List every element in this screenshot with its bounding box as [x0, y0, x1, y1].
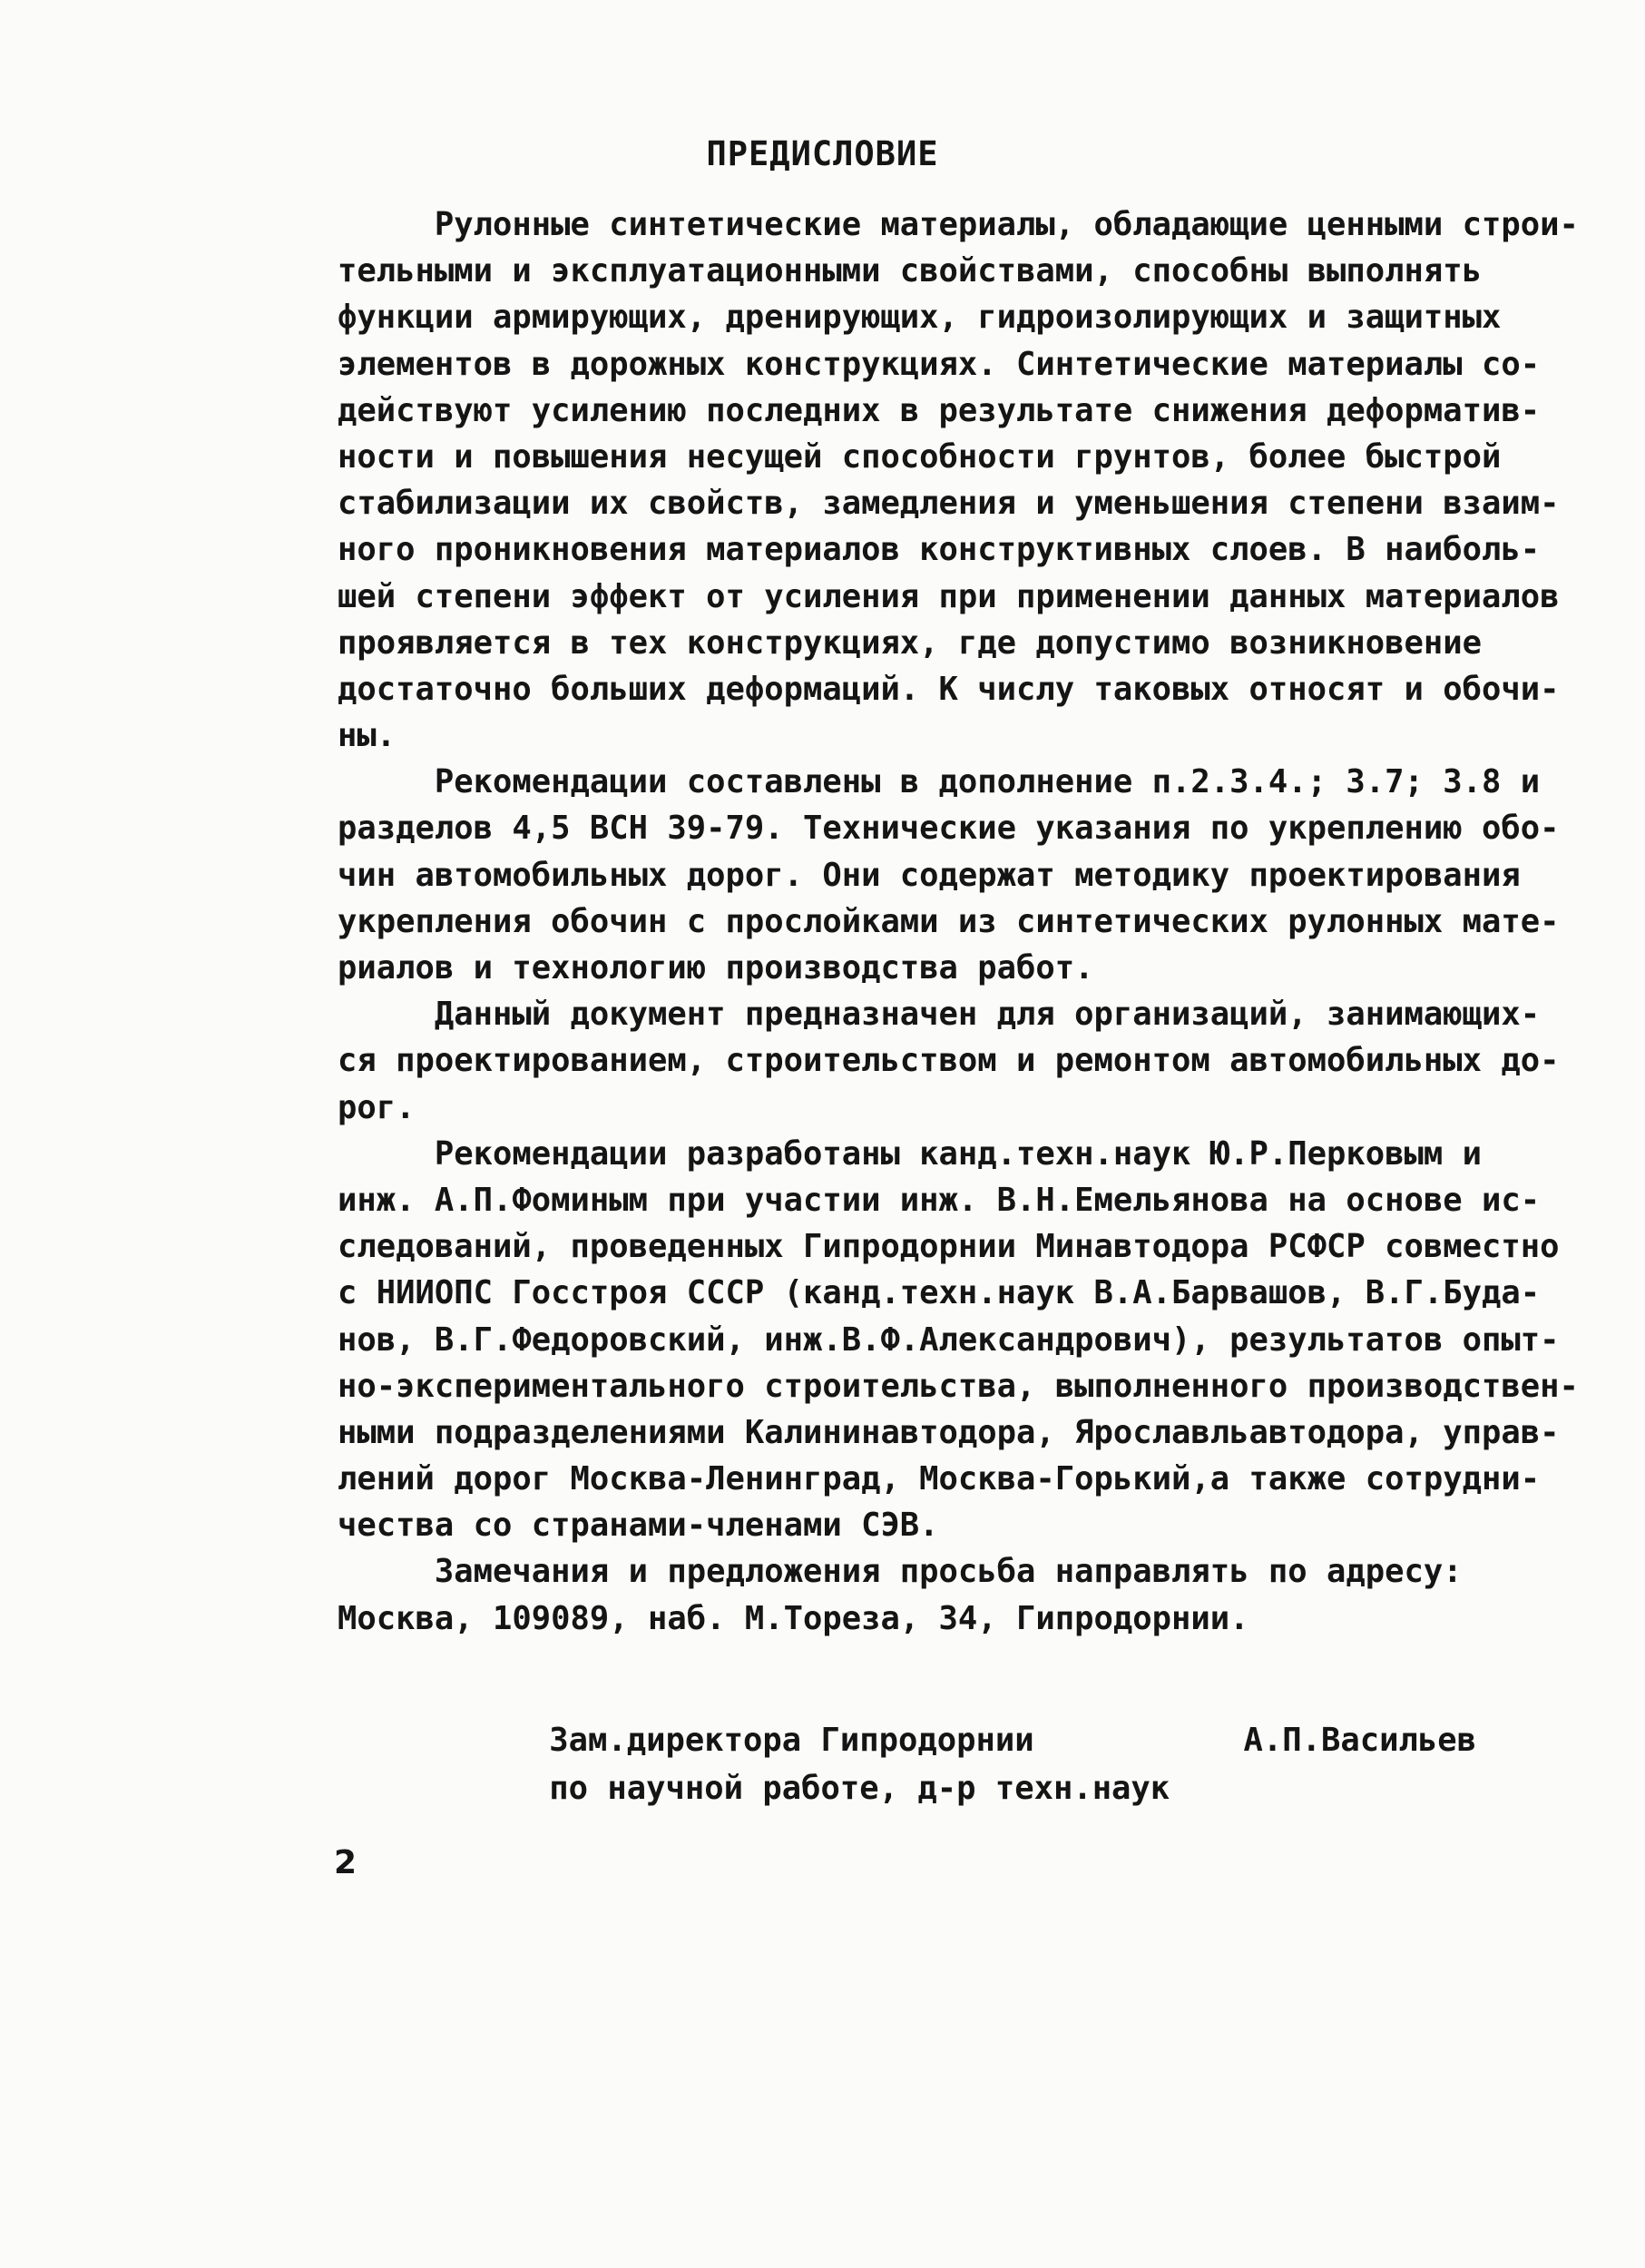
text-line: ся проектированием, строительством и ремонтом автомобильных до- [338, 1042, 1560, 1080]
text-line: проявляется в тех конструкциях, где допустимо возникновение [338, 623, 1482, 662]
text-line: элементов в дорожных конструкциях. Синтетические материалы со- [338, 345, 1541, 383]
text-line: Рекомендации составлены в дополнение п.2.3.4.; 3.7; 3.8 и [338, 763, 1541, 801]
text-line: рог. [338, 1088, 416, 1126]
text-line: ны. [338, 717, 397, 755]
text-line: инж. А.П.Фоминым при участии инж. В.Н.Емельянова на основе ис- [338, 1181, 1541, 1219]
text-line: шей степени эффект от усиления при применении данных материалов [338, 577, 1560, 615]
text-line: разделов 4,5 ВСН 39-79. Технические указания по укреплению обо- [338, 810, 1560, 848]
text-line: но-экспериментального строительства, выполненного производствен- [338, 1367, 1579, 1405]
text-line: действуют усилению последних в результате снижения деформатив- [338, 391, 1541, 429]
text-line: следований, проведенных Гипродорнии Минавтодора РСФСР совместно [338, 1228, 1560, 1266]
text-line: ного проникновения материалов конструктивных слоев. В наиболь- [338, 531, 1541, 569]
foreword-body [338, 201, 1579, 1642]
signature-degree-line: по научной работе, д-р техн.наук [549, 1770, 1170, 1807]
text-line: лений дорог Москва-Ленинград, Москва-Горький,а также сотрудни- [338, 1460, 1541, 1498]
text-line: ными подразделениями Калининавтодора, Ярославльавтодора, управ- [338, 1413, 1560, 1451]
signatory-name: А.П.Васильев [1243, 1722, 1476, 1759]
text-line: риалов и технологию производства работ. [338, 949, 1094, 987]
text-line: Рекомендации разработаны канд.техн.наук Ю.Р.Перковым и [338, 1134, 1482, 1173]
text-line: чества со странами-членами СЭВ. [338, 1507, 939, 1545]
text-line: стабилизации их свойств, замедления и уменьшения степени взаим- [338, 485, 1560, 523]
text-line: ности и повышения несущей способности грунтов, более быстрой [338, 437, 1502, 476]
document-title: ПРЕДИСЛОВИЕ [706, 134, 939, 173]
text-line: тельными и эксплуатационными свойствами, способны выполнять [338, 252, 1482, 290]
signature-block [433, 1668, 1549, 1807]
page-number: 2 [334, 1844, 357, 1881]
signature-degree-row [433, 1716, 1549, 1807]
text-line: укрепления обочин с прослойками из синтетических рулонных мате- [338, 902, 1560, 940]
text-line: с НИИОПС Госстроя СССР (канд.техн.наук В.А.Барвашов, В.Г.Буда- [338, 1274, 1541, 1312]
text-line: чин автомобильных дорог. Они содержат методику проектирования [338, 856, 1521, 894]
signature-title-line: Зам.директора Гипродорнии [549, 1722, 1034, 1759]
text-line: достаточно больших деформаций. К числу таковых относят и обочи- [338, 670, 1560, 708]
text-line: функции армирующих, дренирующих, гидроизолирующих и защитных [338, 299, 1502, 337]
text-line: нов, В.Г.Федоровский, инж.В.Ф.Александрович), результатов опыт- [338, 1321, 1560, 1359]
text-line: Москва, 109089, наб. М.Тореза, 34, Гипродорнии. [338, 1599, 1249, 1637]
text-line: Рулонные синтетические материалы, обладающие ценными строи- [338, 206, 1579, 243]
text-line: Данный документ предназначен для организаций, занимающих- [338, 996, 1541, 1034]
text-line: Замечания и предложения просьба направлять по адресу: [338, 1553, 1463, 1591]
